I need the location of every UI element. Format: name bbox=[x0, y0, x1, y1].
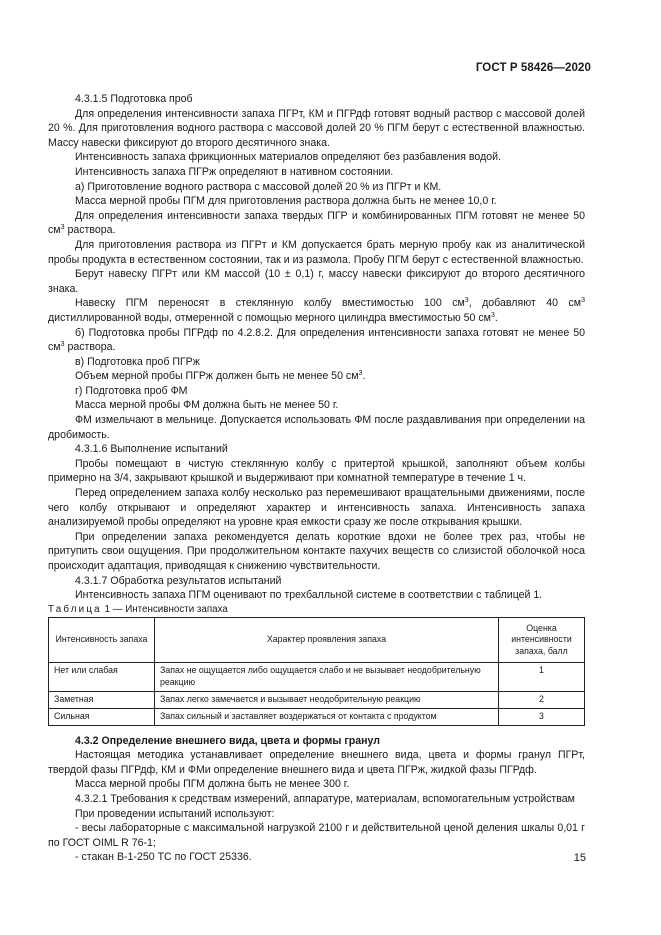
table-row bbox=[49, 708, 585, 725]
text-run: Объем мерной пробы ПГРж должен быть не менее 50 см bbox=[75, 370, 359, 383]
paragraph: Настоящая методика устанавливает определение внешнего вида, цвета и формы гранул ПГРт, твердой фазы ПГРдф, КМ и ФМи определение внешнего вида и цвета ПГРж, жидкой фазы ПГРдф. bbox=[48, 749, 585, 776]
text-run: раствора. bbox=[64, 224, 116, 237]
table-row bbox=[49, 663, 585, 692]
paragraph bbox=[48, 296, 585, 325]
superscript: 3 bbox=[490, 311, 495, 319]
paragraph bbox=[48, 384, 585, 399]
text-run: Для определения интенсивности запаха твердых ПГР и комбинированных ПГМ готовят не менее 50 см bbox=[48, 209, 585, 237]
table-cell: Запах не ощущается либо ощущается слабо и не вызывает неодобрительную реакцию bbox=[155, 663, 499, 692]
paragraph bbox=[48, 107, 585, 151]
paragraph bbox=[48, 180, 585, 195]
paragraph: - весы лабораторные с максимальной нагрузкой 2100 г и действительной ценой деления шкалы 0,01 г по ГОСТ OIML R 76-1; bbox=[48, 822, 585, 849]
table-cell: 3 bbox=[499, 708, 585, 725]
text-run: Для приготовления раствора из ПГРт и КМ допускается брать мерную пробу как из аналитической пробы продукта в естественном состоянии, так и из размола. Пробу ПГМ берут с естественной влажностью. bbox=[48, 238, 585, 266]
paragraph bbox=[48, 457, 585, 486]
text-run: Пробы помещают в чистую стеклянную колбу с притертой крышкой, заполняют объем колбы примерно на 3/4, закрывают крышкой и выдерживают при комнатной температуре в течение 1 ч. bbox=[48, 457, 585, 485]
paragraph bbox=[48, 574, 585, 589]
text-run: Интенсивность запаха фрикционных материалов определяют без разбавления водой. bbox=[75, 151, 502, 164]
paragraph bbox=[48, 413, 585, 442]
paragraph bbox=[48, 194, 585, 209]
paragraph bbox=[48, 267, 585, 296]
odor-intensity-table bbox=[48, 617, 585, 725]
table-header-cell: Интенсивность запаха bbox=[49, 618, 155, 663]
text-run: г) Подготовка проб ФМ bbox=[75, 384, 188, 397]
text-run: ФМ измельчают в мельнице. Допускается использовать ФМ после раздавливания при определении на дробимость. bbox=[48, 414, 585, 441]
text-run: 4.3.1.7 Обработка результатов испытаний bbox=[75, 574, 282, 587]
paragraph bbox=[48, 92, 585, 107]
paragraph bbox=[48, 326, 585, 355]
paragraph bbox=[48, 398, 585, 413]
paragraph bbox=[48, 209, 585, 238]
table-cell: Нет или слабая bbox=[49, 663, 155, 692]
paragraph bbox=[48, 369, 585, 384]
text-run: . bbox=[494, 311, 498, 324]
table-caption-label: Таблица bbox=[48, 603, 102, 615]
text-run: в) Подготовка проб ПГРж bbox=[75, 355, 200, 368]
superscript: 3 bbox=[358, 370, 363, 378]
paragraph bbox=[48, 442, 585, 457]
paragraph bbox=[48, 588, 585, 603]
paragraph: При проведении испытаний используют: bbox=[75, 807, 275, 820]
text-run: раствора. bbox=[64, 341, 116, 354]
paragraph bbox=[48, 355, 585, 370]
text-run: Для определения интенсивности запаха ПГРт, КМ и ПГРдф готовят водный раствор с массовой долей 20 %. Для приготовления водного раствора с массовой долей 20 % ПГМ берут с естественной влажностью. Массу навески фиксируют до второго десятичного знака. bbox=[48, 107, 585, 149]
paragraph bbox=[48, 238, 585, 267]
paragraph bbox=[48, 165, 585, 180]
text-run: Берут навеску ПГРт или КМ массой (10 ± 0,1) г, массу навески фиксируют до второго десятичного знака. bbox=[48, 268, 585, 295]
paragraph: - стакан В-1-250 ТС по ГОСТ 25336. bbox=[75, 851, 252, 864]
table-header-cell: Характер проявления запаха bbox=[155, 618, 499, 663]
paragraph bbox=[48, 530, 585, 574]
text-run: Масса мерной пробы ФМ должна быть не менее 50 г. bbox=[75, 399, 339, 412]
table-cell: Запах сильный и заставляет воздержаться от контакта с продуктом bbox=[155, 708, 499, 725]
text-run: Масса мерной пробы ПГМ для приготовления раствора должна быть не менее 10,0 г. bbox=[75, 195, 497, 208]
text-run: дистиллированной воды, отмеренной с помощью мерного цилиндра вместимостью 50 см bbox=[48, 311, 491, 324]
table-cell: 2 bbox=[499, 691, 585, 708]
table-cell: Сильная bbox=[49, 708, 155, 725]
text-run: Навеску ПГМ переносят в стеклянную колбу вместимостью 100 см bbox=[75, 297, 465, 310]
table-cell: 1 bbox=[499, 663, 585, 692]
table-cell: Заметная bbox=[49, 691, 155, 708]
table-header-cell: Оценка интенсивности запаха, балл bbox=[499, 618, 585, 663]
superscript: 3 bbox=[60, 341, 65, 349]
paragraph bbox=[48, 486, 585, 530]
table-row bbox=[49, 691, 585, 708]
text-run: 4.3.1.5 Подготовка проб bbox=[75, 93, 193, 105]
text-run: Интенсивность запаха ПГМ оценивают по трехбалльной системе в соответствии с таблицей 1. bbox=[75, 589, 543, 602]
paragraph bbox=[48, 150, 585, 165]
table-caption bbox=[48, 603, 585, 618]
page-number: 15 bbox=[573, 852, 586, 864]
document-body bbox=[48, 92, 585, 865]
superscript: 3 bbox=[581, 297, 585, 305]
superscript: 3 bbox=[464, 297, 469, 305]
text-run: Интенсивность запаха ПГРж определяют в нативном состоянии. bbox=[75, 165, 394, 178]
pre-table-text bbox=[48, 92, 585, 603]
text-run: При определении запаха рекомендуется делать короткие вдохи не более трех раз, чтобы не притупить свои ощущения. При продолжительном контакте пахучих веществ со слизистой оболочкой носа происходит адаптация, приводящая к снижению чувствительности. bbox=[48, 530, 585, 572]
document-id: ГОСТ Р 58426—2020 bbox=[475, 62, 591, 74]
paragraph: Масса мерной пробы ПГМ должна быть не менее 300 г. bbox=[75, 778, 350, 791]
table-caption-title: 1 — Интенсивности запаха bbox=[101, 603, 228, 615]
text-run: а) Приготовление водного раствора с массовой долей 20 % из ПГРт и КМ. bbox=[75, 180, 442, 193]
superscript: 3 bbox=[60, 224, 65, 232]
table-header-row bbox=[49, 618, 585, 663]
text-run: 4.3.1.6 Выполнение испытаний bbox=[75, 443, 228, 456]
text-run: б) Подготовка пробы ПГРдф по 4.2.8.2. Для определения интенсивности запаха готовят не менее 50 см bbox=[48, 326, 585, 354]
text-run: , добавляют 40 см bbox=[468, 297, 582, 310]
text-run: . bbox=[362, 370, 366, 383]
text-run: Перед определением запаха колбу несколько раз перемешивают вращательными движениями, после чего колбу открывают и определяют характер и интенсивность запаха. Интенсивность запаха анализируемой пробы определяют на уровне края емкости сразу же после открывания крышки. bbox=[48, 487, 585, 529]
paragraph: 4.3.2.1 Требования к средствам измерений, аппаратуре, материалам, вспомогательным устройствам bbox=[75, 792, 575, 805]
section-heading: 4.3.2 Определение внешнего вида, цвета и формы гранул bbox=[75, 734, 381, 747]
table-cell: Запах легко замечается и вызывает неодобрительную реакцию bbox=[155, 691, 499, 708]
